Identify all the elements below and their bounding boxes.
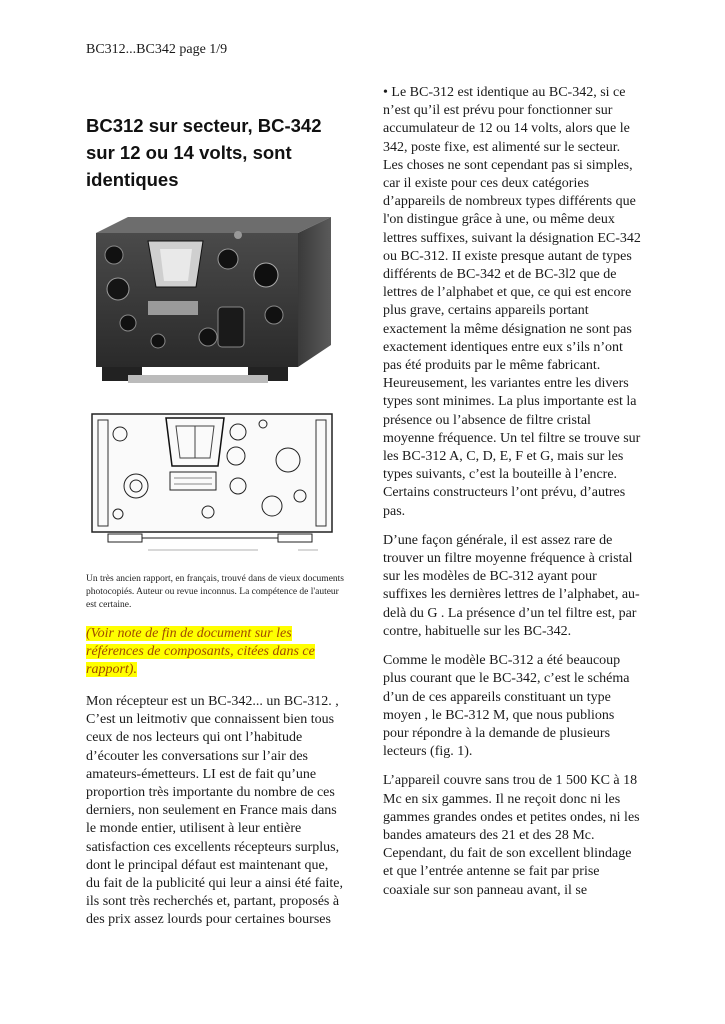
right-column — [383, 84, 643, 911]
left-paragraph: Mon récepteur est un BC-342... un BC-312. , C’est un leitmotiv que connaissent bien tous ceux de nos lecteurs qui ont l’habitude d’écouter les conversations sur l’air des amateurs-émetteurs. LI est de fait qu’une proportion très importante du nombre de ces derniers, non seulement en France mais dans le monde entier, utilisent à leur entière satisfaction ces excellents récepteurs surplus, dont le principal défaut est maintenant que, du fait de la publicité qui leur a ainsi été faite, ils sont très recherchés et, partant, proposés à des prix assez lourds pour certaines bourses — [86, 694, 343, 928]
left-column — [86, 112, 344, 930]
figure-caption: Un très ancien rapport, en français, trouvé dans de vieux documents photocopiés. Auteur ou revue inconnus. La compétence de l'auteur est certaine. — [86, 574, 344, 610]
page-header: BC312...BC342 page 1/9 — [86, 42, 228, 57]
right-paragraph-4: L’appareil couvre sans trou de 1 500 KC à 18 Mc en six gammes. Il ne reçoit donc ni les gammes grandes ondes et petites ondes, ni les bandes amateurs des 21 et des 28 Mc. Cependant, du fait de son excellent blindage et que l’entrée antenne se fait par prise coaxiale sur son panneau avant, il se — [383, 773, 640, 898]
right-paragraph-2: D’une façon générale, il est assez rare de trouver un filtre moyenne fréquence à cristal sur les modèles de BC-312 ayant pour suffixes les dernières lettres de l’alphabet, au-delà du G . La présence d’un tel filtre est, par contre, habituelle sur les BC-342. — [383, 532, 640, 639]
reference-note-text: (Voir note de fin de document sur les références de composants, citées dans ce rapport). — [86, 626, 315, 677]
reference-note — [86, 625, 344, 679]
right-paragraph-1: • Le BC-312 est identique au BC-342, si ce n’est qu’il est prévu pour fonctionner sur accumulateur de 12 ou 14 volts, alors que le 342, poste fixe, est alimenté sur le secteur. Les choses ne sont cependant pas si simples, car il existe pour ces deux catégories d’appareils de nombreux types différents que l'on distingue grâce à une, ou même deux lettres suffixes, suivant la désignation EC-342 ou BC-312. II existe presque autant de types différents de BC-342 et de BC-3l2 que de lettres de l’alphabet et que, ce qui est encore plus grave, certains appareils portant exactement la même désignation ne sont pas exactement identiques entre eux s’ils n’ont pas été produits par le même fabricant. Heureusement, les variantes entre les divers types sont minimes. La plus importante est la présence ou l’absence de filtre cristal moyenne fréquence. Un tel filtre se trouve sur les BC-312 A, C, D, E, F et G, mais sur les types suivants, c’est la bouteille à l’encre. Certains constructeurs l’ont prévu, d’autres pas. — [383, 85, 641, 519]
receiver-photo — [88, 215, 333, 393]
right-paragraph-3: Comme le modèle BC-312 a été beaucoup plus courant que le BC-342, c’est le schéma d’un de ces appareils constituant un type moyen , le BC-312 M, que nous publions pour répondre à la demande de plusieurs lecteurs (fig. 1). — [383, 653, 630, 760]
front-panel-drawing — [88, 410, 336, 560]
article-title: BC312 sur secteur, BC-342 sur 12 ou 14 volts, sont identiques — [86, 115, 322, 190]
